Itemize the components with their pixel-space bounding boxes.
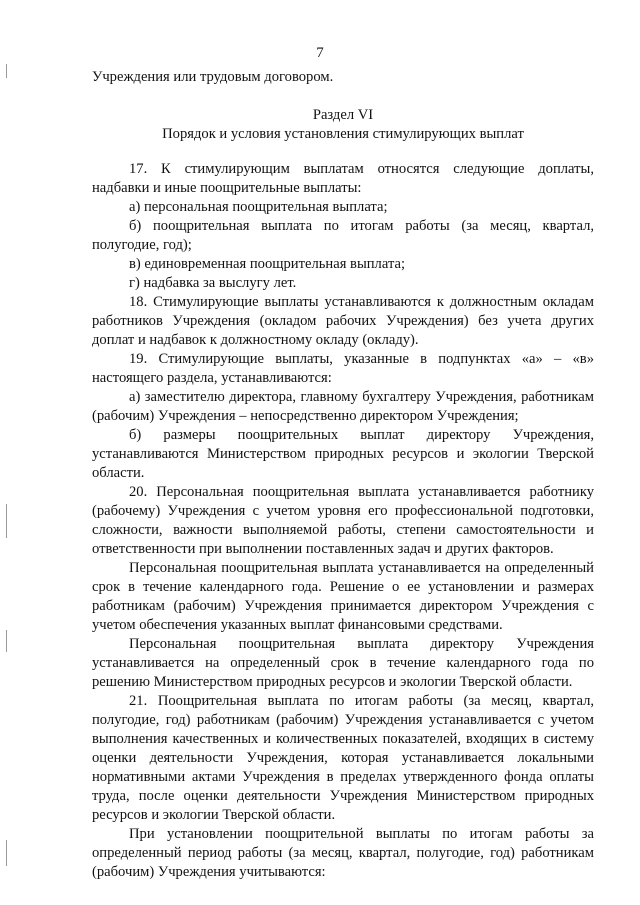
paragraph: 18. Стимулирующие выплаты устанавливаются к должностным окладам работников Учреждения (окладом рабочих Учреждения) без учета других доплат и надбавок к должностному окладу (окладу). (92, 294, 594, 348)
paragraph: 21. Поощрительная выплата по итогам работы (за месяц, квартал, полугодие, год) работникам (рабочим) Учреждения устанавливается с учетом выполнения качественных и количественных показателей, входящих в систему оценки деятельности Учреждения, которая устанавливается локальными нормативными актами Учреждения в пределах утвержденного фонда оплаты труда, после оценки деятельности Учреждения Министерством природных ресурсов и экологии Тверской области. (92, 693, 594, 823)
scan-margin-mark (6, 64, 7, 78)
page-number: 7 (316, 45, 324, 61)
paragraph: 20. Персональная поощрительная выплата устанавливается работнику (рабочему) Учреждения с учетом уровня его профессиональной подготовки, сложности, важности выполняемой работы, степени самостоятельности и ответственности при выполнении поставленных задач и других факторов. (92, 484, 594, 557)
paragraph: Персональная поощрительная выплата устанавливается на определенный срок в течение календарного года. Решение о ее установлении и размерах работникам (рабочим) Учреждения принимается директором Учреждения с учетом обеспечения указанных выплат финансовыми средствами. (92, 560, 594, 633)
document-body (92, 68, 594, 882)
paragraph: Персональная поощрительная выплата директору Учреждения устанавливается на определенный срок в течение календарного года по решению Министерством природных ресурсов и экологии Тверской области. (92, 636, 594, 690)
scan-margin-mark (6, 630, 7, 652)
scan-margin-mark (6, 504, 7, 538)
continuation-line: Учреждения или трудовым договором. (92, 69, 334, 85)
paragraph: б) поощрительная выплата по итогам работы (за месяц, квартал, полугодие, год); (92, 218, 594, 253)
section-title: Порядок и условия установления стимулирующих выплат (162, 126, 524, 142)
paragraph: а) заместителю директора, главному бухгалтеру Учреждения, работникам (рабочим) Учреждения – непосредственно директором Учреждения; (92, 389, 594, 424)
paragraph: г) надбавка за выслугу лет. (129, 275, 297, 291)
section-label: Раздел VI (312, 107, 374, 123)
paragraph: б) размеры поощрительных выплат директору Учреждения, устанавливаются Министерством природных ресурсов и экологии Тверской области. (92, 427, 594, 481)
scan-margin-mark (6, 840, 7, 866)
paragraph: 17. К стимулирующим выплатам относятся следующие доплаты, надбавки и иные поощрительные выплаты: (92, 161, 594, 196)
paragraph: При установлении поощрительной выплаты по итогам работы за определенный период работы (за месяц, квартал, полугодие, год) работникам (рабочим) Учреждения учитываются: (92, 826, 594, 880)
paragraph: 19. Стимулирующие выплаты, указанные в подпунктах «а» – «в» настоящего раздела, устанавливаются: (92, 351, 594, 386)
section-heading (92, 106, 594, 144)
paragraph-list (92, 160, 594, 882)
paragraph: а) персональная поощрительная выплата; (129, 199, 388, 215)
paragraph: в) единовременная поощрительная выплата; (129, 256, 406, 272)
